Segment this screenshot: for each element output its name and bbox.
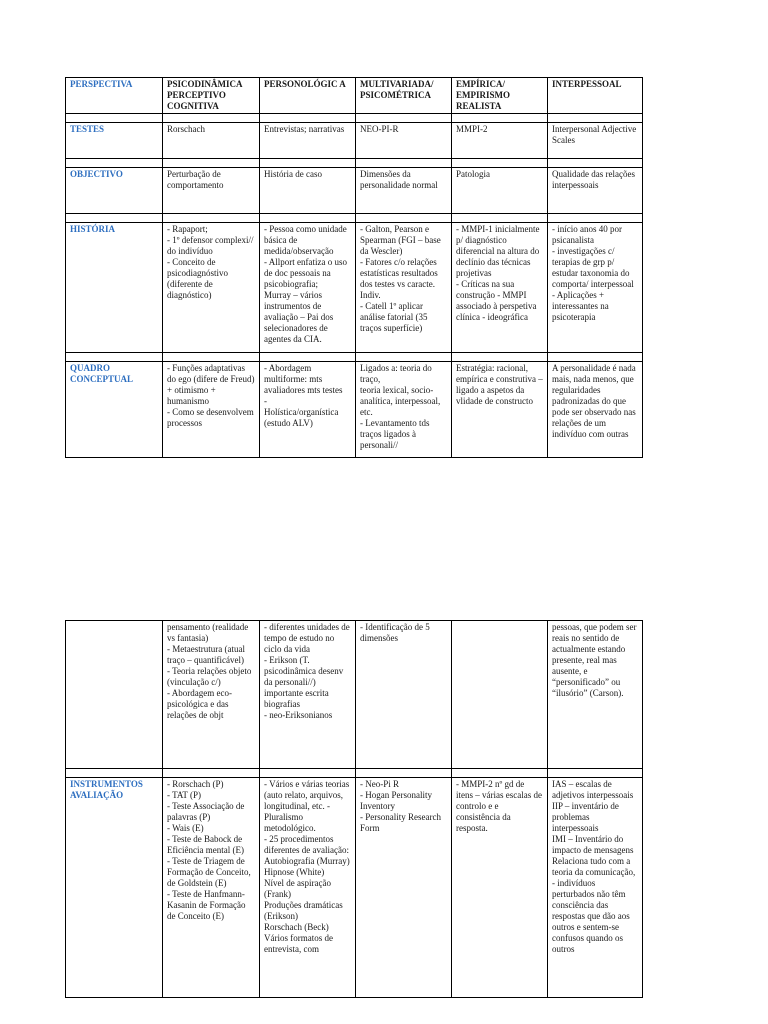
spacer-row	[66, 159, 643, 168]
objectivo-cell: História de caso	[260, 168, 356, 214]
col-header-multivariada: MULTIVARIADA/ PSICOMÉTRICA	[356, 78, 452, 114]
perspectives-table-part-2	[65, 620, 643, 998]
cell-line: - Teste de Babock de Eficiência mental (E)	[167, 834, 244, 855]
row-label-empty	[66, 621, 163, 769]
col-header-empirica: EMPÍRICA/ EMPIRISMO REALISTA	[452, 78, 548, 114]
cell-line: - Rorschach (P)	[167, 779, 224, 789]
cell-line: - Vários e várias teorias (auto relato, arquivos, longitudinal, etc. - Pluralismo metodológico.	[264, 779, 350, 833]
testes-cell: MMPI-2	[452, 123, 548, 159]
objectivo-cell: Qualidade das relações interpessoais	[548, 168, 643, 214]
cell-line: - Aplicações + interessantes na psicoterapia	[552, 290, 609, 322]
objectivo-row	[66, 168, 643, 214]
spacer-row	[66, 214, 643, 223]
cell-line: - início anos 40 por psicanalista	[552, 224, 622, 245]
testes-cell: Rorschach	[163, 123, 260, 159]
cell-line: - investigações c/ terapias de grp p/ estudar taxonomia do comporta/ interpessoal	[552, 246, 634, 289]
cell-line: pessoas, que podem ser reais no sentido de actualmente estando presente, real mas ausente, e “personificado” ou “ilusório” (Carson).	[552, 622, 637, 698]
cell-line: - TAT (P)	[167, 790, 201, 800]
cell-line: Holística/organística (estudo ALV)	[264, 407, 339, 428]
quadro-cell	[548, 362, 643, 458]
cell-line: - 1º defensor complexi// do indivíduo	[167, 235, 254, 256]
objectivo-cell: Perturbação de comportamento	[163, 168, 260, 214]
testes-cell: Interpersonal Adjective Scales	[548, 123, 643, 159]
row-label-instrumentos-avaliacao: INSTRUMENTOS AVALIAÇÃO	[66, 778, 163, 998]
cell-line: A personalidade é nada mais, nada menos, que regularidades padronizadas do que pode ser observado nas relações de um indivíduo com outras	[552, 363, 636, 439]
quadro-cell	[260, 362, 356, 458]
cell-line: importante escrita biografias	[264, 688, 329, 709]
objectivo-cell: Dimensões da personalidade normal	[356, 168, 452, 214]
cell-line: - Abordagem eco-psicológica e das relações de objt	[167, 688, 232, 720]
cell-line: Vários formatos de entrevista, com	[264, 933, 333, 954]
cell-line: - Teste de Triagem de Formação de Conceito, de Goldstein (E)	[167, 856, 251, 888]
spacer-row	[66, 769, 643, 778]
perspectives-table-part-1	[65, 77, 643, 458]
cell-line: - diferentes unidades de tempo de estudo no ciclo da vida	[264, 622, 350, 654]
spacer-row	[66, 353, 643, 362]
cell-line: - Galton, Pearson e Spearman (FGI – base da Wescler)	[360, 224, 441, 256]
historia-cell	[163, 223, 260, 353]
instrumentos-cell	[163, 778, 260, 998]
cell-line: Rorschach (Beck)	[264, 922, 329, 932]
cell-line: - Teste de Hanfmann-Kasanin de Formação de Conceito (E)	[167, 889, 246, 921]
cell-line: - Funções adaptativas do ego (difere de Freud) + otimismo + humanismo	[167, 363, 255, 406]
cell-line: - MMPI-1 inicialmente p/ diagnóstico diferencial na altura do declínio das técnicas projetivas	[456, 224, 540, 278]
cell-line: Hipnose (White)	[264, 867, 325, 877]
cell-line: Ligados a: teoria do traço,	[360, 363, 432, 384]
testes-cell: NEO-PI-R	[356, 123, 452, 159]
instrumentos-cell	[452, 778, 548, 998]
cell-line: - Rapaport;	[167, 224, 208, 234]
cell-line: - 25 procedimentos diferentes de avaliação:	[264, 834, 349, 855]
cell-line: - Wais (E)	[167, 823, 204, 833]
col-header-psicodinamica: PSICODINÂMICA PERCEPTIVO COGNITIVA	[163, 78, 260, 114]
row-label-objectivo: OBJECTIVO	[66, 168, 163, 214]
spacer-row	[66, 114, 643, 123]
cell-line: - Críticas na sua construção - MMPI associado à perspetiva clínica - ideográfica	[456, 279, 537, 322]
cell-line: Produções dramáticas (Erikson)	[264, 900, 343, 921]
continued-cell	[163, 621, 260, 769]
testes-row	[66, 123, 643, 159]
cell-line: teoria lexical, socio-analítica, interpessoal, etc.	[360, 385, 441, 417]
cell-line: - Identificação de 5 dimensões	[360, 622, 430, 643]
historia-cell	[548, 223, 643, 353]
cell-line: - Levantamento tds traços ligados à personali//	[360, 418, 430, 450]
continued-cell	[548, 621, 643, 769]
continued-cell	[356, 621, 452, 769]
cell-line: - Teoria relações objeto (vinculação c/)	[167, 666, 252, 687]
historia-cell	[452, 223, 548, 353]
cell-line: - Como se desenvolvem processos	[167, 407, 254, 428]
row-label-historia: HISTÓRIA	[66, 223, 163, 353]
cell-line: - Catell 1º aplicar análise fatorial (35 traços superfície)	[360, 301, 428, 333]
cell-line: - Hogan Personality Inventory	[360, 790, 432, 811]
cell-line: - Teste Associação de palavras (P)	[167, 801, 245, 822]
cell-line: Nível de aspiração (Frank)	[264, 878, 331, 899]
quadro-row	[66, 362, 643, 458]
cell-line: IMI – Inventário do impacto de mensagens	[552, 834, 634, 855]
row-label-perspectiva: PERSPECTIVA	[66, 78, 163, 114]
cell-line: - neo-Eriksonianos	[264, 710, 333, 720]
row-label-quadro-conceptual: QUADRO CONCEPTUAL	[66, 362, 163, 458]
cell-line: - Pessoa como unidade básica de medida/observação	[264, 224, 347, 256]
testes-cell: Entrevistas; narrativas	[260, 123, 356, 159]
cell-line: - Personality Research Form	[360, 812, 441, 833]
cell-line: - Erikson (T. psicodinâmica desenv da personali//)	[264, 655, 344, 687]
cell-line: IIP – inventário de problemas interpessoais	[552, 801, 619, 833]
cell-line: - Fatores c/o relações estatísticas resultados dos testes vs caracte. Indiv.	[360, 257, 438, 300]
col-header-personologica: PERSONOLÓGIC A	[260, 78, 356, 114]
instrumentos-cell	[548, 778, 643, 998]
cell-line: - Abordagem multiforme: mts avaliadores mts testes	[264, 363, 343, 395]
cell-line: - Conceito de psicodiagnóstivo (diferente de diagnóstico)	[167, 257, 228, 300]
cell-line: Estratégia: racional, empírica e construtiva – ligado a aspetos da vlidade de constructo	[456, 363, 543, 406]
objectivo-cell: Patologia	[452, 168, 548, 214]
cell-line: - Allport enfatiza o uso de doc pessoais na psicobiografia;	[264, 257, 347, 289]
historia-row	[66, 223, 643, 353]
cell-line: - Metaestrutura (atual traço – quantificável)	[167, 644, 245, 665]
instrumentos-cell	[260, 778, 356, 998]
quadro-cell	[452, 362, 548, 458]
instrumentos-row	[66, 778, 643, 998]
row-label-testes: TESTES	[66, 123, 163, 159]
cell-line: IAS – escalas de adjetivos interpessoais	[552, 779, 634, 800]
continued-row	[66, 621, 643, 769]
historia-cell	[356, 223, 452, 353]
continued-cell	[452, 621, 548, 769]
quadro-cell	[163, 362, 260, 458]
historia-cell	[260, 223, 356, 353]
cell-line: pensamento (realidade vs fantasia)	[167, 622, 249, 643]
cell-line: -	[264, 396, 267, 406]
col-header-interpessoal: INTERPESSOAL	[548, 78, 643, 114]
cell-line: Autobiografia (Murray)	[264, 856, 350, 866]
cell-line: Relaciona tudo com a teoria da comunicação, - indivíduos perturbados não têm consciência das respostas que dão aos outros e sentem-se confusos quando os outros	[552, 856, 636, 954]
header-row	[66, 78, 643, 114]
cell-line: - Neo-Pi R	[360, 779, 399, 789]
continued-cell	[260, 621, 356, 769]
quadro-cell	[356, 362, 452, 458]
cell-line: Murray – vários instrumentos de avaliação – Pai dos selecionadores de agentes da CIA.	[264, 290, 334, 344]
cell-line: - MMPI-2 nº gd de itens – várias escalas de controlo e e consistência da resposta.	[456, 779, 542, 833]
instrumentos-cell	[356, 778, 452, 998]
